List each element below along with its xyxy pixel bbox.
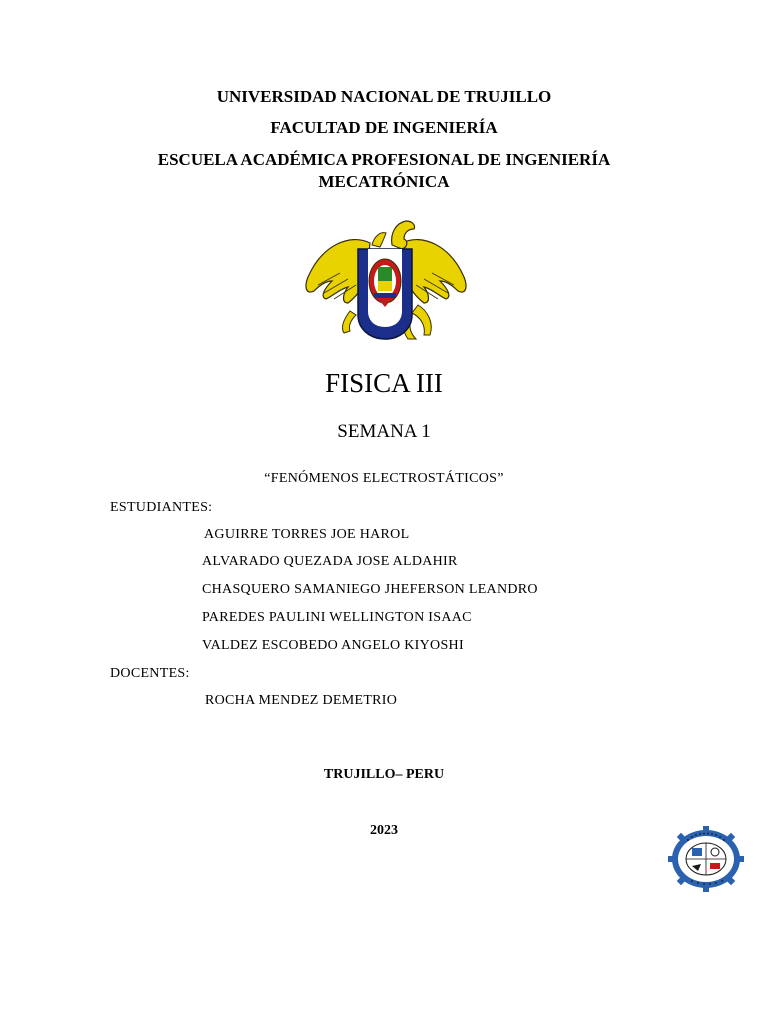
topic-title: “FENÓMENOS ELECTROSTÁTICOS” xyxy=(264,471,504,486)
teachers-label: DOCENTES: xyxy=(110,666,190,681)
location: TRUJILLO– PERU xyxy=(323,767,445,782)
university-name: UNIVERSIDAD NACIONAL DE TRUJILLO xyxy=(216,87,552,106)
school-name-line2: MECATRÓNICA xyxy=(318,172,450,191)
faculty-name: FACULTAD DE INGENIERÍA xyxy=(270,118,498,137)
week-label: SEMANA 1 xyxy=(337,421,431,442)
student-name: AGUIRRE TORRES JOE HAROL xyxy=(204,527,410,542)
school-name-line1: ESCUELA ACADÉMICA PROFESIONAL DE INGENIERÍA xyxy=(157,150,611,169)
student-name: VALDEZ ESCOBEDO ANGELO KIYOSHI xyxy=(202,638,464,653)
year: 2023 xyxy=(370,823,398,838)
university-crest-logo xyxy=(300,215,470,345)
student-name: ALVARADO QUEZADA JOSE ALDAHIR xyxy=(202,554,458,569)
mechatronics-seal-logo xyxy=(668,826,744,892)
student-name: CHASQUERO SAMANIEGO JHEFERSON LEANDRO xyxy=(202,582,538,597)
students-label: ESTUDIANTES: xyxy=(110,500,213,515)
student-name: PAREDES PAULINI WELLINGTON ISAAC xyxy=(202,610,472,625)
course-title: FISICA III xyxy=(325,368,443,398)
teacher-name: ROCHA MENDEZ DEMETRIO xyxy=(205,693,398,708)
